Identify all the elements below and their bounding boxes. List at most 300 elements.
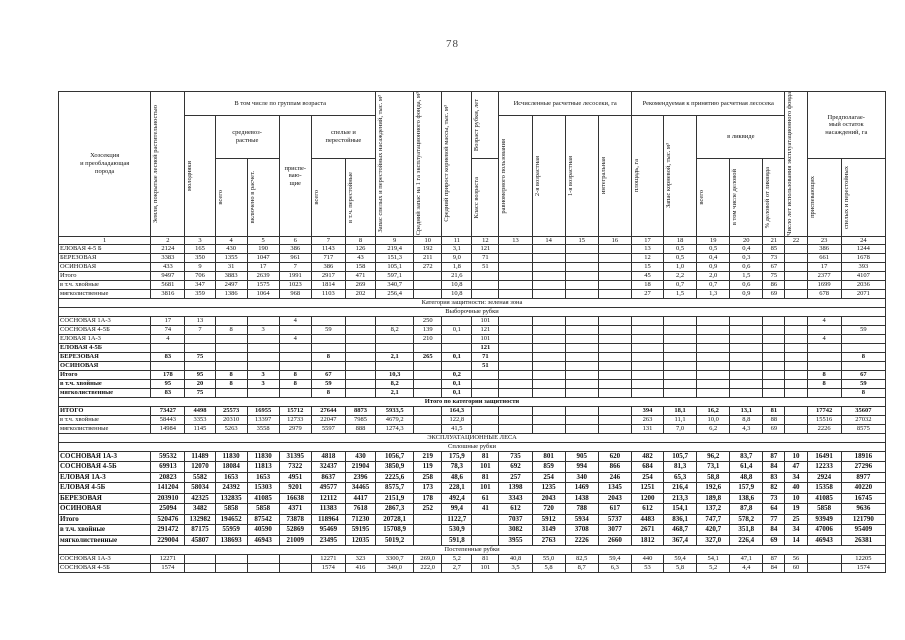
table-cell: 12 <box>631 253 663 262</box>
table-cell <box>730 370 763 379</box>
row-label: ЕЛОВАЯ 1А-3 <box>59 334 151 343</box>
table-cell <box>345 388 375 397</box>
table-cell <box>598 352 631 361</box>
column-number: 22 <box>785 236 807 244</box>
header-age-class: Класс возраста <box>473 176 481 219</box>
table-cell <box>807 325 841 334</box>
table-cell: 52869 <box>279 525 311 536</box>
table-cell <box>565 415 598 424</box>
header-age2: 2-я возрастная <box>533 155 541 196</box>
table-cell: 48,6 <box>442 472 472 483</box>
table-cell: 15708,9 <box>376 525 414 536</box>
table-cell: 2867,3 <box>376 504 414 515</box>
table-row <box>59 343 886 352</box>
table-cell: 59,4 <box>598 555 631 564</box>
header-mature: спелые и перестойные <box>311 116 375 159</box>
table-row <box>59 361 886 370</box>
table-cell: 8873 <box>345 406 375 415</box>
table-cell <box>565 370 598 379</box>
table-cell <box>499 289 532 298</box>
table-cell: 48,8 <box>730 472 763 483</box>
table-cell: 1699 <box>807 280 841 289</box>
table-cell: 386 <box>311 262 345 271</box>
table-cell <box>279 388 311 397</box>
table-cell <box>598 388 631 397</box>
table-cell <box>532 271 565 280</box>
table-cell: 254 <box>631 472 663 483</box>
table-cell <box>697 325 730 334</box>
column-number: 18 <box>664 236 697 244</box>
header-forest-land: Земли, покрытые лесной растительностью <box>152 104 160 223</box>
table-cell: 45807 <box>185 535 215 546</box>
row-label: в т.ч. хвойные <box>59 525 151 536</box>
table-cell: 121 <box>472 244 499 253</box>
table-cell: 578,2 <box>730 514 763 525</box>
table-cell: 597,1 <box>376 271 414 280</box>
table-row <box>59 564 886 573</box>
table-row <box>59 325 886 334</box>
table-cell: 1812 <box>631 535 663 546</box>
table-cell <box>414 525 442 536</box>
table-cell <box>185 343 215 352</box>
table-cell <box>414 514 442 525</box>
table-row <box>59 555 886 564</box>
table-cell: 4 <box>807 316 841 325</box>
table-cell: 58443 <box>151 415 185 424</box>
table-cell: 7618 <box>345 504 375 515</box>
table-cell: 968 <box>279 289 311 298</box>
table-cell <box>785 316 807 325</box>
table-cell: 77 <box>763 514 785 525</box>
table-row <box>59 253 886 262</box>
table-cell <box>499 415 532 424</box>
table-cell: 4,4 <box>730 564 763 573</box>
table-cell: 263 <box>631 415 663 424</box>
table-cell: 340,7 <box>376 280 414 289</box>
column-number: 1 <box>59 236 151 244</box>
table-cell: 0,9 <box>730 289 763 298</box>
table-cell <box>598 415 631 424</box>
table-cell: 7 <box>185 325 215 334</box>
subsection-clear-cuts: Сплошные рубки <box>59 442 886 451</box>
table-cell: 190 <box>247 244 279 253</box>
header-midaged: средневоз- растные <box>215 116 279 159</box>
table-cell <box>215 361 247 370</box>
table-cell <box>598 406 631 415</box>
table-cell <box>664 379 697 388</box>
column-number: 16 <box>598 236 631 244</box>
table-cell: 888 <box>345 424 375 433</box>
table-cell: 367,4 <box>664 535 697 546</box>
table-cell: 27 <box>631 289 663 298</box>
table-cell <box>532 262 565 271</box>
table-cell: 47,1 <box>730 555 763 564</box>
table-cell: 252 <box>414 504 442 515</box>
table-cell: 15712 <box>279 406 311 415</box>
table-cell: 254 <box>532 472 565 483</box>
header-liquid-pct: % деловой от ликвида <box>764 166 772 229</box>
table-cell: 12070 <box>185 462 215 473</box>
table-cell <box>414 271 442 280</box>
table-cell: 8 <box>311 388 345 397</box>
table-cell: 2497 <box>215 280 247 289</box>
table-cell: 126 <box>345 244 375 253</box>
table-cell: 18084 <box>215 462 247 473</box>
table-row <box>59 334 886 343</box>
table-cell <box>763 379 785 388</box>
table-cell: 0,1 <box>442 325 472 334</box>
table-cell: 1653 <box>247 472 279 483</box>
table-cell <box>442 334 472 343</box>
table-cell <box>532 415 565 424</box>
table-cell <box>376 361 414 370</box>
table-cell: 12733 <box>279 415 311 424</box>
table-cell <box>807 555 841 564</box>
column-number: 11 <box>442 236 472 244</box>
table-cell <box>472 289 499 298</box>
table-cell: 3816 <box>151 289 185 298</box>
table-cell: 2,1 <box>376 388 414 397</box>
table-cell <box>215 388 247 397</box>
table-cell: 105,1 <box>376 262 414 271</box>
table-cell: 87542 <box>247 514 279 525</box>
table-cell: 440 <box>631 555 663 564</box>
table-cell: 905 <box>565 451 598 462</box>
table-row <box>59 451 886 462</box>
table-cell: 12271 <box>311 555 345 564</box>
table-cell <box>565 316 598 325</box>
row-label: БЕРЕЗОВАЯ <box>59 253 151 262</box>
table-cell: 1991 <box>279 271 311 280</box>
table-cell: 8 <box>215 379 247 388</box>
row-label: БЕРЕЗОВАЯ <box>59 352 151 361</box>
table-cell: 139 <box>414 325 442 334</box>
row-label: ОСИНОВАЯ <box>59 504 151 515</box>
table-cell: 2671 <box>631 525 663 536</box>
header-remain-mature: спелых и перестойных <box>842 165 850 229</box>
table-cell: 67 <box>763 262 785 271</box>
table-cell: 13 <box>185 316 215 325</box>
table-cell: 5933,5 <box>376 406 414 415</box>
table-cell <box>598 325 631 334</box>
table-cell: 269,0 <box>414 555 442 564</box>
table-cell: 27296 <box>841 462 885 473</box>
table-cell: 2979 <box>279 424 311 433</box>
header-area: площадь, га <box>632 159 640 193</box>
table-cell <box>785 370 807 379</box>
table-cell <box>598 361 631 370</box>
table-cell: 154,1 <box>664 504 697 515</box>
table-cell <box>664 316 697 325</box>
table-cell: 4679,2 <box>376 415 414 424</box>
table-cell: 2043 <box>532 493 565 504</box>
column-number: 8 <box>345 236 375 244</box>
table-cell: 18,1 <box>664 406 697 415</box>
table-cell: 132835 <box>215 493 247 504</box>
table-cell <box>565 271 598 280</box>
table-cell: 7985 <box>345 415 375 424</box>
table-cell <box>697 361 730 370</box>
header-root-stock: Запас корневой, тыс. м³ <box>665 143 673 209</box>
header-liquid-business: в том числе деловой <box>731 169 739 226</box>
table-cell: 51 <box>472 262 499 271</box>
table-cell <box>565 280 598 289</box>
section-total-protect: Итого по категории защитности <box>59 397 886 406</box>
table-cell: 71230 <box>345 514 375 525</box>
header-mature-over: в т.ч. перестойные <box>346 171 354 223</box>
table-cell <box>730 343 763 352</box>
row-label: СОСНОВАЯ 1А-3 <box>59 555 151 564</box>
table-cell: 228,1 <box>442 483 472 494</box>
table-cell <box>785 262 807 271</box>
table-cell: 0,6 <box>730 262 763 271</box>
table-cell: 4 <box>279 334 311 343</box>
table-cell: 71 <box>472 253 499 262</box>
table-cell: 87 <box>763 451 785 462</box>
table-cell <box>565 424 598 433</box>
row-label: Итого <box>59 514 151 525</box>
table-cell <box>631 352 663 361</box>
table-cell: 93949 <box>807 514 841 525</box>
table-cell: 83 <box>151 388 185 397</box>
table-cell: 4951 <box>279 472 311 483</box>
table-cell: 8,8 <box>730 415 763 424</box>
table-cell: 67 <box>311 370 345 379</box>
table-cell <box>664 361 697 370</box>
table-cell: 216,4 <box>664 483 697 494</box>
table-cell: 5858 <box>215 504 247 515</box>
table-cell: 0,5 <box>697 244 730 253</box>
table-cell: 2226 <box>807 424 841 433</box>
table-cell: 40 <box>785 483 807 494</box>
table-cell: 7 <box>279 262 311 271</box>
header-uniform: равномерного пользования <box>500 138 508 214</box>
table-cell: 7322 <box>279 462 311 473</box>
table-cell: 994 <box>565 462 598 473</box>
table-cell: 55,0 <box>532 555 565 564</box>
table-cell: 2763 <box>532 535 565 546</box>
table-cell: 1145 <box>185 424 215 433</box>
table-cell: 350 <box>185 253 215 262</box>
table-cell <box>247 388 279 397</box>
table-cell: 178 <box>414 493 442 504</box>
table-cell <box>841 361 885 370</box>
table-cell: 1653 <box>215 472 247 483</box>
table-cell: 1143 <box>311 244 345 253</box>
table-cell: 10,8 <box>442 289 472 298</box>
table-row <box>59 316 886 325</box>
column-number: 14 <box>532 236 565 244</box>
table-cell <box>279 325 311 334</box>
table-cell: 269 <box>345 280 375 289</box>
header-liquid: в ликвиде <box>697 116 785 159</box>
section-row <box>59 442 886 451</box>
table-cell: 210 <box>414 334 442 343</box>
table-cell <box>185 334 215 343</box>
table-cell: 351,8 <box>730 525 763 536</box>
table-cell: 69 <box>763 535 785 546</box>
table-cell: 4417 <box>345 493 375 504</box>
table-cell: 11830 <box>215 451 247 462</box>
table-cell: 4 <box>807 334 841 343</box>
table-cell <box>841 316 885 325</box>
table-cell: 492,4 <box>442 493 472 504</box>
column-number: 6 <box>279 236 311 244</box>
table-cell: 34 <box>785 472 807 483</box>
row-label: БЕРЕЗОВАЯ <box>59 493 151 504</box>
table-row <box>59 462 886 473</box>
table-cell: 73427 <box>151 406 185 415</box>
table-cell <box>472 370 499 379</box>
table-cell: 78,3 <box>442 462 472 473</box>
table-cell: 69913 <box>151 462 185 473</box>
table-cell <box>631 343 663 352</box>
header-remaining: Предполагае- мый остаток насаждений, га <box>807 92 885 159</box>
row-label: Итого <box>59 271 151 280</box>
table-cell: 192 <box>414 244 442 253</box>
table-cell <box>598 370 631 379</box>
table-cell: 433 <box>151 262 185 271</box>
table-cell: 1122,7 <box>442 514 472 525</box>
table-cell: 291472 <box>151 525 185 536</box>
table-cell: 3883 <box>215 271 247 280</box>
table-cell: 20310 <box>215 415 247 424</box>
table-cell: 5912 <box>532 514 565 525</box>
column-number: 3 <box>185 236 215 244</box>
table-cell <box>598 262 631 271</box>
column-number: 9 <box>376 236 414 244</box>
table-cell <box>598 316 631 325</box>
table-cell <box>763 325 785 334</box>
table-cell: 3 <box>247 325 279 334</box>
table-cell <box>598 271 631 280</box>
table-cell <box>697 352 730 361</box>
forest-cutting-table <box>58 91 886 573</box>
table-cell <box>499 361 532 370</box>
table-cell <box>414 535 442 546</box>
row-label: мягколиственные <box>59 535 151 546</box>
table-cell: 32437 <box>311 462 345 473</box>
table-cell: 69 <box>763 289 785 298</box>
table-cell: 706 <box>185 271 215 280</box>
table-cell: 836,1 <box>664 514 697 525</box>
table-cell: 61 <box>472 493 499 504</box>
table-cell: 961 <box>279 253 311 262</box>
column-number: 4 <box>215 236 247 244</box>
table-cell: 213,3 <box>664 493 697 504</box>
table-cell <box>472 424 499 433</box>
table-cell: 95 <box>185 370 215 379</box>
table-cell: 0,9 <box>697 262 730 271</box>
table-cell: 3149 <box>532 525 565 536</box>
table-cell <box>598 280 631 289</box>
table-cell: 735 <box>499 451 532 462</box>
table-cell <box>499 244 532 253</box>
table-cell <box>499 352 532 361</box>
table-cell <box>598 379 631 388</box>
table-cell: 2225,6 <box>376 472 414 483</box>
table-cell: 7037 <box>499 514 532 525</box>
header-mature-stock: Запас спелых и перестойных насаждений, тыс. м³ <box>377 95 385 233</box>
table-cell <box>532 325 565 334</box>
table-cell: 5019,2 <box>376 535 414 546</box>
section-exploitation-forests: ЭКСПЛУАТАЦИОННЫЕ ЛЕСА <box>59 433 886 442</box>
table-row <box>59 262 886 271</box>
table-cell <box>785 334 807 343</box>
table-cell <box>247 316 279 325</box>
table-cell <box>763 352 785 361</box>
header-integral: интегральная <box>599 157 607 195</box>
table-cell: 10,3 <box>376 370 414 379</box>
table-cell <box>565 406 598 415</box>
table-cell: 41085 <box>807 493 841 504</box>
table-cell: 75 <box>763 271 785 280</box>
table-cell <box>565 361 598 370</box>
table-cell: 9,0 <box>442 253 472 262</box>
table-cell: 12112 <box>311 493 345 504</box>
table-cell <box>730 352 763 361</box>
table-cell: 1,8 <box>442 262 472 271</box>
table-cell: 8,2 <box>376 325 414 334</box>
table-cell: 31 <box>215 262 247 271</box>
table-cell: 11830 <box>247 451 279 462</box>
table-cell <box>785 388 807 397</box>
table-cell <box>279 555 311 564</box>
header-calc-cuts: Исчисленные расчетные лесосеки, га <box>499 92 631 116</box>
table-cell: 2043 <box>598 493 631 504</box>
header-remain-ripening: приспевающих <box>808 176 816 219</box>
table-cell: 3482 <box>185 504 215 515</box>
table-cell: 23495 <box>311 535 345 546</box>
table-cell: 256,4 <box>376 289 414 298</box>
table-cell <box>472 406 499 415</box>
row-label: Итого <box>59 370 151 379</box>
table-cell: 40,8 <box>499 555 532 564</box>
table-cell: 59195 <box>345 525 375 536</box>
table-cell: 53 <box>631 564 663 573</box>
table-cell: 717 <box>311 253 345 262</box>
table-cell: 18916 <box>841 451 885 462</box>
table-cell: 8 <box>215 325 247 334</box>
section-row <box>59 433 886 442</box>
table-cell <box>785 289 807 298</box>
table-cell: 101 <box>472 316 499 325</box>
table-cell: 5,8 <box>532 564 565 573</box>
table-cell: 21,6 <box>442 271 472 280</box>
table-cell <box>785 379 807 388</box>
table-cell <box>247 555 279 564</box>
table-cell: 8 <box>807 370 841 379</box>
table-cell <box>631 316 663 325</box>
table-cell: 15 <box>631 262 663 271</box>
table-cell: 420,7 <box>697 525 730 536</box>
table-cell <box>279 564 311 573</box>
table-cell: 4483 <box>631 514 663 525</box>
table-cell: 86 <box>763 280 785 289</box>
table-cell: 4818 <box>311 451 345 462</box>
table-cell: 1,5 <box>730 271 763 280</box>
table-cell <box>697 343 730 352</box>
table-cell <box>730 325 763 334</box>
table-cell: 43 <box>345 253 375 262</box>
table-cell: 101 <box>472 483 499 494</box>
table-cell: 10 <box>785 493 807 504</box>
table-cell: 327,0 <box>697 535 730 546</box>
table-cell <box>730 379 763 388</box>
table-cell: 42325 <box>185 493 215 504</box>
table-cell: 95409 <box>841 525 885 536</box>
table-cell: 75 <box>185 388 215 397</box>
